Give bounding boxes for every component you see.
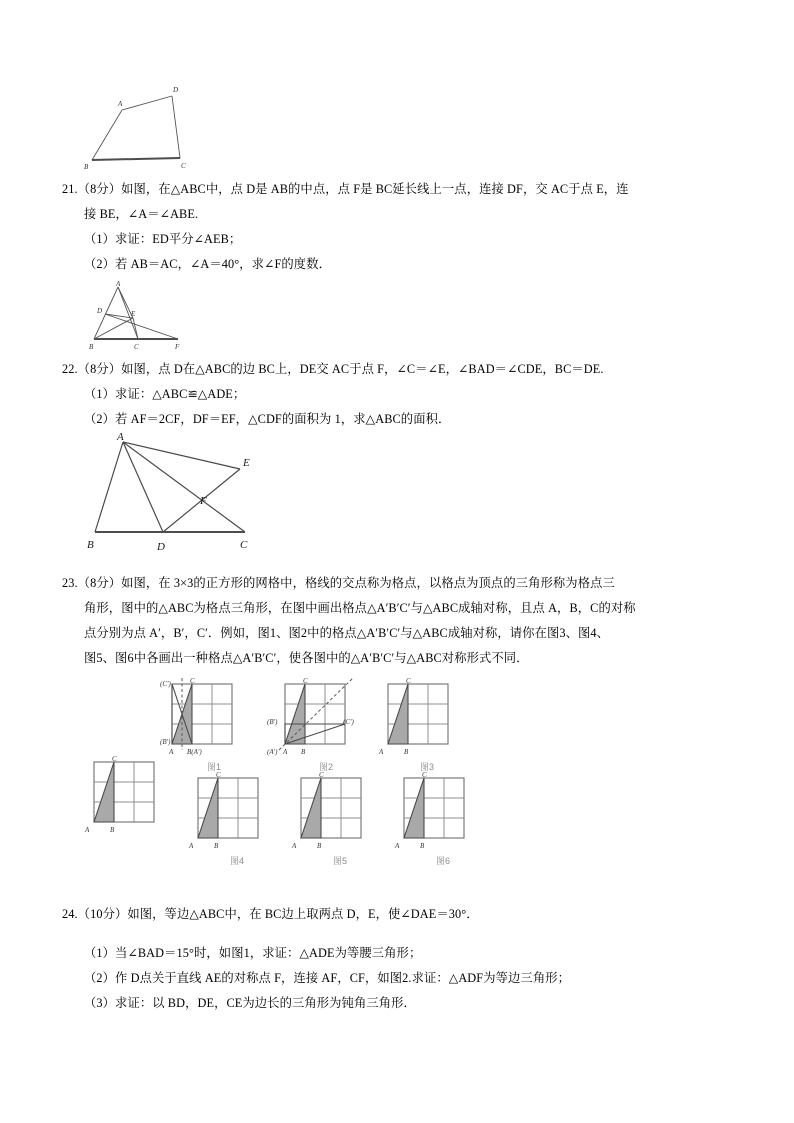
question-24-sub3: （3）求证：以 BD，DE，CE为边长的三角形为钝角三角形． — [84, 996, 416, 1010]
q22-label-d: D — [157, 541, 165, 553]
question-24-sub2: （2）作 D点关于直线 AE的对称点 F，连接 AF，CF，如图2.求证：△ADF为等边三角形； — [84, 971, 571, 985]
q23-fig3-label-a: A — [379, 748, 384, 756]
q21-label-d: D — [97, 307, 103, 315]
q21-label-f: F — [175, 343, 180, 351]
question-24-stem-line1: 24.（10分）如图，等边△ABC中，在 BC边上取两点 D，E，使∠DAE＝30°． — [62, 907, 479, 921]
q23-fig1-label-c: C — [190, 677, 195, 685]
q23-fig2-label-a-prime: (A′) — [267, 748, 278, 756]
q21-label-a: A — [116, 280, 121, 288]
q23-fig6-label-a: A — [395, 842, 400, 850]
q21-label-c: C — [134, 343, 139, 351]
q23-fig5-label-a: A — [292, 842, 297, 850]
q23-fig4-label-a: A — [189, 842, 194, 850]
q23-ref-label-b: B — [110, 826, 115, 834]
question-22-stem-line1: 22.（8分）如图，点 D在△ABC的边 BC上，DE交 AC于点 F，∠C＝∠E，∠BAD＝∠CDE，BC＝DE. — [62, 362, 604, 376]
question-23-stem-line2: 角形，图中的△ABC为格点三角形，在图中画出格点△A′B′C′与△ABC成轴对称，且点 A，B，C的对称 — [84, 601, 636, 615]
top-figure-label-d: D — [173, 86, 179, 94]
question-23-stem-line1: 23.（8分）如图，在 3×3的正方形的网格中，格线的交点称为格点，以格点为顶点的三角形称为格点三 — [62, 576, 615, 590]
q22-label-e: E — [243, 457, 250, 469]
q23-fig2-label-a: A — [283, 748, 288, 756]
q23-fig2-label-b-prime: (B′) — [267, 718, 278, 726]
q23-fig6-label-c: C — [422, 771, 427, 779]
q23-fig6-caption: 图6 — [435, 856, 450, 866]
q23-figure-4 — [184, 770, 280, 867]
q23-fig2-label-c-prime: (C′) — [343, 718, 354, 726]
question-21-block — [62, 177, 629, 277]
q23-fig1-label-b-prime: (B′) — [160, 738, 171, 746]
question-21-stem-line2: 接 BE，∠A＝∠ABE. — [84, 207, 199, 221]
question-23-stem-line4: 图5、图6中各画出一种格点△A′B′C′，使各图中的△A′B′C′与△ABC对称形式不同． — [84, 651, 529, 665]
top-figure-quadrilateral — [80, 78, 200, 170]
q23-fig5-caption: 图5 — [332, 856, 347, 866]
question-23-block — [62, 571, 636, 671]
q23-fig4-caption: 图4 — [229, 856, 244, 866]
question-22-sub1: （1）求证：△ABC≌△ADE； — [84, 387, 246, 401]
q22-label-c: C — [240, 539, 248, 551]
question-21-figure — [78, 281, 253, 351]
question-24-subquestions — [62, 941, 570, 1016]
q23-fig1-label-a: A — [169, 748, 174, 756]
question-21-sub2: （2）若 AB＝AC，∠A＝40°，求∠F的度数． — [84, 257, 331, 271]
q22-label-a: A — [117, 431, 124, 443]
q23-figure-3 — [374, 676, 470, 773]
top-figure-label-a: A — [118, 100, 123, 108]
q23-fig4-label-c: C — [216, 771, 221, 779]
q21-label-b: B — [89, 343, 94, 351]
top-figure-label-b: B — [84, 163, 89, 171]
q23-fig4-label-b: B — [214, 842, 219, 850]
question-21-sub1: （1）求证：ED平分∠AEB； — [84, 232, 242, 246]
q23-fig3-label-b: B — [404, 748, 409, 756]
q23-fig2-label-c: C — [303, 677, 308, 685]
q23-fig1-label-b-a-prime: B(A′) — [187, 748, 202, 756]
q23-ref-label-a: A — [85, 826, 90, 834]
q23-fig3-label-c: C — [406, 677, 411, 685]
q22-label-b: B — [87, 539, 94, 551]
q22-label-f: F — [200, 495, 207, 507]
q23-figure-2 — [267, 676, 371, 773]
q23-fig2-label-b: B — [301, 748, 306, 756]
question-21-stem-line1: 21.（8分）如图，在△ABC中，点 D是 AB的中点，点 F是 BC延长线上一点，连接 DF，交 AC于点 E，连 — [62, 182, 629, 196]
question-24-block — [62, 902, 479, 927]
question-22-sub2: （2）若 AF＝2CF，DF＝EF，△CDF的面积为 1，求△ABC的面积． — [84, 412, 451, 426]
top-figure-label-c: C — [181, 162, 186, 170]
q23-fig1-label-c-prime: (C′) — [160, 680, 171, 688]
question-24-sub1: （1）当∠BAD＝15°时，如图1，求证：△ADE为等腰三角形； — [84, 946, 422, 960]
q23-figure-6 — [390, 770, 486, 867]
question-22-block — [62, 357, 604, 432]
q23-fig5-label-b: B — [317, 842, 322, 850]
q23-fig5-label-c: C — [319, 771, 324, 779]
q23-fig1-caption: 图1 — [206, 762, 221, 772]
q23-fig6-label-b: B — [420, 842, 425, 850]
q21-label-e: E — [131, 310, 136, 318]
q23-figure-reference — [80, 754, 176, 838]
question-23-stem-line3: 点分别为点 A′，B′，C′．例如，图1、图2中的格点△A′B′C′与△ABC成轴对称，请你在图3、图4、 — [84, 626, 610, 640]
question-22-figure — [85, 431, 285, 553]
q23-fig3-caption: 图3 — [419, 762, 434, 772]
q23-figure-5 — [287, 770, 383, 867]
q23-ref-label-c: C — [112, 755, 117, 763]
q23-fig2-caption: 图2 — [318, 762, 333, 772]
